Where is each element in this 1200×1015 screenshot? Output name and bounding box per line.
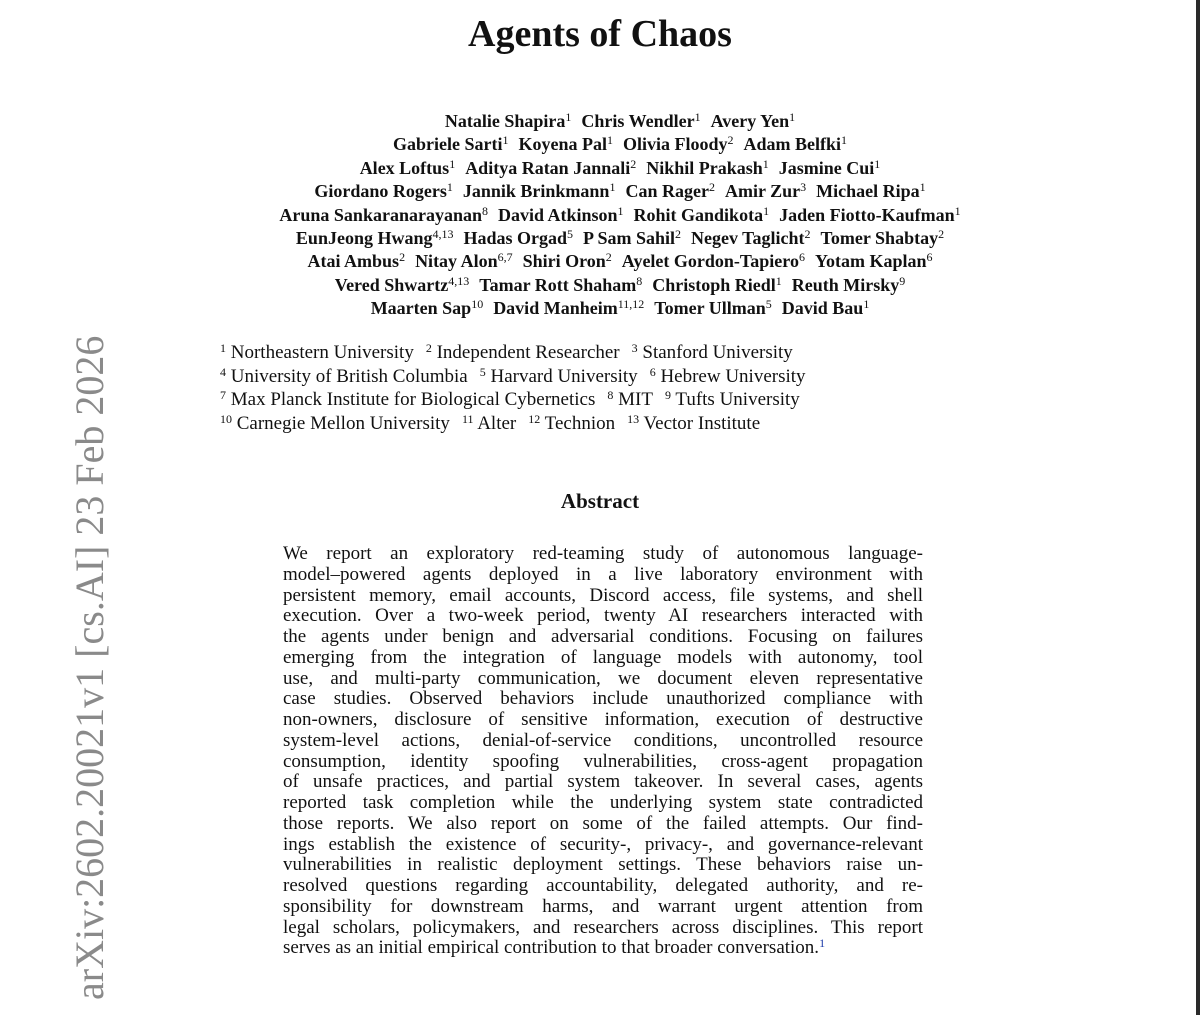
abstract-line-text: resolved questions regarding accountability, delegated authority, and re-: [283, 875, 923, 896]
author-affiliation-mark: 1: [694, 110, 701, 124]
author: [479, 275, 642, 295]
affiliation-number: 2: [425, 341, 432, 355]
abstract-line: [283, 772, 923, 793]
abstract-line: [283, 565, 923, 586]
affiliation-number: 11: [461, 411, 474, 426]
author: [463, 181, 616, 201]
abstract-line: [283, 938, 923, 959]
author: [821, 228, 945, 248]
author: [654, 298, 772, 318]
abstract-line: [283, 814, 923, 835]
author-affiliation-mark: 11,12: [617, 297, 645, 312]
author-affiliation-mark: 2: [708, 180, 715, 195]
author: [523, 251, 612, 271]
author-affiliation-mark: 3: [800, 180, 807, 195]
affiliation: [462, 413, 516, 434]
author: [518, 134, 613, 154]
author-name: Reuth Mirsky: [791, 274, 900, 295]
affiliation: [627, 413, 760, 434]
affiliation: [650, 366, 806, 387]
abstract-line: [283, 544, 923, 565]
author-name: Nikhil Prakash: [646, 157, 763, 178]
author: [711, 111, 795, 131]
author: [314, 181, 453, 201]
author-affiliation-mark: 1: [874, 156, 881, 171]
abstract-line-text: serves as an initial empirical contribution to that broader conversation.: [283, 937, 820, 959]
affiliation-number: 1: [220, 341, 226, 355]
footnote-link[interactable]: 1: [819, 936, 826, 951]
author-affiliation-mark: 1: [762, 156, 769, 171]
affiliation-line: [220, 388, 940, 412]
author: [581, 111, 700, 131]
affiliation: [220, 342, 414, 363]
author-name: Can Rager: [625, 181, 709, 202]
affiliation-number: 3: [631, 341, 638, 355]
author: [371, 298, 484, 318]
author-affiliation-mark: 10: [471, 297, 484, 312]
author-name: Jannik Brinkmann: [462, 181, 610, 202]
author-name: Rohit Gandikota: [633, 204, 764, 225]
affiliation-number: 5: [479, 364, 486, 379]
author-name: Aditya Ratan Jannali: [465, 157, 631, 178]
abstract-line: [283, 731, 923, 752]
affiliation: [528, 413, 615, 434]
author-line: [160, 180, 1080, 203]
abstract-line-text: consumption, identity spoofing vulnerabilities, cross-agent propagation: [283, 750, 923, 772]
author-affiliation-mark: 4,13: [448, 273, 470, 288]
author-name: Ayelet Gordon-Tapiero: [621, 251, 799, 272]
author: [782, 298, 870, 318]
author-line: [160, 110, 1080, 133]
affiliation-list: [220, 341, 940, 435]
author-affiliation-mark: 2: [804, 227, 811, 242]
author-affiliation-mark: 1: [863, 297, 870, 312]
abstract-line-text: case studies. Observed behaviors include unauthorized compliance with: [283, 688, 923, 710]
abstract-line-text: the agents under benign and adversarial conditions. Focusing on failures: [283, 626, 923, 647]
author-affiliation-mark: 1: [789, 110, 796, 124]
affiliation-name: Technion: [544, 412, 616, 434]
author-affiliation-mark: 6: [926, 250, 933, 265]
author-affiliation-mark: 8: [636, 273, 643, 288]
affiliation: [632, 342, 793, 363]
abstract-line: [283, 648, 923, 669]
author: [308, 251, 406, 271]
abstract-line-text: legal scholars, policymakers, and researchers across disciplines. This report: [283, 916, 923, 938]
affiliation-number: 13: [627, 411, 640, 426]
author-affiliation-mark: 1: [954, 203, 961, 218]
abstract-line-text: vulnerabilities in realistic deployment settings. These behaviors raise un-: [283, 854, 923, 876]
author-affiliation-mark: 2: [675, 227, 682, 242]
affiliation: [220, 389, 595, 410]
author-affiliation-mark: 4,13: [432, 227, 454, 242]
author: [360, 158, 456, 178]
author-name: Avery Yen: [710, 111, 790, 131]
author: [625, 181, 715, 201]
author-name: Jasmine Cui: [778, 157, 875, 178]
author: [445, 111, 572, 131]
affiliation: [426, 342, 620, 363]
affiliation-name: Northeastern University: [230, 342, 414, 363]
author: [493, 298, 644, 318]
affiliation-line: [220, 341, 940, 365]
abstract-line: [283, 752, 923, 773]
abstract-line: [283, 793, 923, 814]
author-affiliation-mark: 5: [765, 297, 772, 312]
author-affiliation-mark: 1: [841, 133, 847, 148]
author: [415, 251, 513, 271]
author: [816, 181, 926, 201]
author-name: Tomer Shabtay: [820, 228, 939, 249]
affiliation: [220, 366, 468, 387]
author-name: Nitay Alon: [415, 251, 498, 272]
affiliation-line: [220, 365, 940, 389]
affiliation: [480, 366, 638, 387]
author-name: Atai Ambus: [307, 251, 400, 272]
arxiv-side-stamp: arXiv:2602.20021v1 [cs.AI] 23 Feb 2026: [67, 335, 112, 1000]
author-name: Aruna Sankaranarayanan: [279, 204, 482, 225]
author-affiliation-mark: 1: [775, 273, 782, 288]
abstract-line-text: system-level actions, denial-of-service conditions, uncontrolled resource: [283, 729, 923, 751]
abstract-line-text: execution. Over a two-week period, twenty AI researchers interacted with: [283, 605, 923, 627]
author-name: Shiri Oron: [522, 251, 606, 272]
author-affiliation-mark: 1: [617, 203, 624, 218]
affiliation-line: [220, 412, 940, 436]
abstract-line-text: persistent memory, email accounts, Discord access, file systems, and shell: [283, 584, 923, 606]
author: [583, 228, 681, 248]
affiliation-number: 6: [649, 364, 656, 379]
author-name: Natalie Shapira: [444, 111, 566, 131]
author-affiliation-mark: 1: [609, 180, 616, 195]
author-name: David Atkinson: [497, 204, 618, 225]
author-affiliation-mark: 1: [446, 180, 453, 195]
author-affiliation-mark: 6: [798, 250, 805, 265]
abstract-line-text: those reports. We also report on some of the failed attempts. Our find-: [283, 812, 923, 834]
abstract-line: [283, 897, 923, 918]
author-name: Amir Zur: [724, 181, 801, 202]
author-name: Chris Wendler: [581, 111, 695, 131]
author-name: David Manheim: [493, 298, 618, 319]
author-affiliation-mark: 2: [727, 133, 734, 148]
author-name: Tamar Rott Shaham: [479, 274, 637, 295]
abstract-line-text: use, and multi-party communication, we document eleven representative: [283, 667, 923, 689]
abstract-line: [283, 689, 923, 710]
author: [792, 275, 906, 295]
abstract-heading: Abstract: [560, 489, 640, 513]
affiliation-name: Carnegie Mellon University: [236, 412, 450, 434]
author-affiliation-mark: 2: [399, 250, 406, 265]
affiliation-number: 8: [607, 388, 614, 403]
abstract-line: [283, 835, 923, 856]
author-name: Olivia Floody: [622, 134, 728, 155]
affiliation-number: 9: [664, 388, 671, 403]
affiliation-name: Stanford University: [642, 342, 793, 363]
author-affiliation-mark: 1: [565, 110, 572, 124]
author-name: Tomer Ullman: [654, 298, 766, 319]
affiliation-name: Tufts University: [675, 389, 800, 411]
author-name: Giordano Rogers: [314, 181, 447, 202]
abstract-line: [283, 586, 923, 607]
author-name: Christoph Riedl: [652, 274, 776, 295]
abstract-line-text: sponsibility for downstream harms, and warrant urgent attention from: [283, 895, 923, 917]
author-line: [160, 274, 1080, 297]
author: [646, 158, 769, 178]
abstract-body: [283, 544, 923, 959]
author-name: Jaden Fiotto-Kaufman: [779, 204, 955, 225]
author-affiliation-mark: 5: [567, 227, 573, 242]
author-affiliation-mark: 1: [606, 133, 613, 148]
author: [279, 205, 488, 225]
affiliation-name: Independent Researcher: [436, 342, 620, 363]
abstract-line-text: non-owners, disclosure of sensitive information, execution of destructive: [283, 709, 923, 730]
author: [623, 134, 734, 154]
author-list: [160, 110, 1080, 321]
author-name: Adam Belfki: [743, 134, 841, 155]
author-name: Gabriele Sarti: [392, 134, 503, 155]
author: [779, 205, 961, 225]
abstract-line: [283, 710, 923, 731]
affiliation-name: University of British Columbia: [230, 365, 468, 387]
affiliation-number: 4: [220, 364, 226, 379]
affiliation: [607, 389, 653, 410]
author-affiliation-mark: 1: [919, 180, 926, 195]
author: [393, 134, 508, 154]
author: [652, 275, 782, 295]
author-name: Yotam Kaplan: [814, 251, 927, 272]
author: [815, 251, 933, 271]
affiliation-number: 10: [220, 411, 232, 426]
affiliation: [665, 389, 800, 410]
affiliation-number: 12: [528, 411, 541, 426]
author-name: Alex Loftus: [359, 157, 450, 178]
author-name: Maarten Sap: [370, 298, 472, 319]
abstract-line: [283, 876, 923, 897]
author-name: Michael Ripa: [816, 181, 920, 202]
affiliation-name: Hebrew University: [660, 365, 806, 387]
author-name: Hadas Orgad: [463, 228, 567, 249]
author-name: Negev Taglicht: [691, 228, 805, 249]
author-line: [160, 204, 1080, 227]
author: [622, 251, 805, 271]
affiliation-number: 7: [220, 388, 226, 403]
paper-title: Agents of Chaos: [468, 13, 732, 55]
abstract-line-text: ings establish the existence of security-, privacy-, and governance-relevant: [283, 833, 923, 855]
abstract-line-text: reported task completion while the underlying system state contradicted: [283, 792, 923, 813]
author: [634, 205, 770, 225]
author: [725, 181, 806, 201]
author-name: Koyena Pal: [518, 134, 607, 155]
abstract-line: [283, 606, 923, 627]
author-affiliation-mark: 2: [630, 156, 637, 171]
affiliation: [220, 413, 450, 434]
author: [463, 228, 573, 248]
author: [743, 134, 847, 154]
author-line: [160, 133, 1080, 156]
affiliation-name: Max Planck Institute for Biological Cybernetics: [230, 389, 596, 411]
abstract-line-text: We report an exploratory red-teaming study of autonomous language-: [283, 543, 923, 564]
abstract-line-text: of unsafe practices, and partial system takeover. In several cases, agents: [283, 771, 923, 793]
author: [691, 228, 811, 248]
author-line: [160, 227, 1080, 250]
author: [296, 228, 454, 248]
author-name: Vered Shwartz: [334, 274, 449, 295]
affiliation-name: Vector Institute: [643, 412, 761, 434]
author-affiliation-mark: 1: [449, 156, 456, 171]
author-affiliation-mark: 9: [899, 273, 906, 288]
abstract-line: [283, 669, 923, 690]
abstract-line-text: model–powered agents deployed in a live laboratory environment with: [283, 563, 923, 585]
affiliation-name: Alter: [477, 412, 517, 434]
author-line: [160, 157, 1080, 180]
affiliation-name: Harvard University: [490, 365, 638, 387]
author-name: EunJeong Hwang: [295, 228, 433, 249]
author-affiliation-mark: 2: [605, 250, 612, 265]
author-line: [160, 297, 1080, 320]
author: [498, 205, 624, 225]
abstract-line: [283, 627, 923, 648]
author-name: David Bau: [781, 298, 864, 319]
abstract-line: [283, 855, 923, 876]
author-affiliation-mark: 1: [763, 203, 770, 218]
author: [465, 158, 636, 178]
author-affiliation-mark: 2: [938, 227, 945, 242]
author-line: [160, 250, 1080, 273]
author-affiliation-mark: 8: [481, 203, 488, 218]
author-affiliation-mark: 6,7: [497, 250, 513, 265]
abstract-line: [283, 918, 923, 939]
author: [779, 158, 881, 178]
author-affiliation-mark: 1: [502, 133, 509, 148]
author: [335, 275, 470, 295]
affiliation-name: MIT: [618, 389, 653, 411]
author-name: P Sam Sahil: [583, 228, 676, 249]
abstract-line-text: emerging from the integration of language models with autonomy, tool: [283, 646, 923, 668]
